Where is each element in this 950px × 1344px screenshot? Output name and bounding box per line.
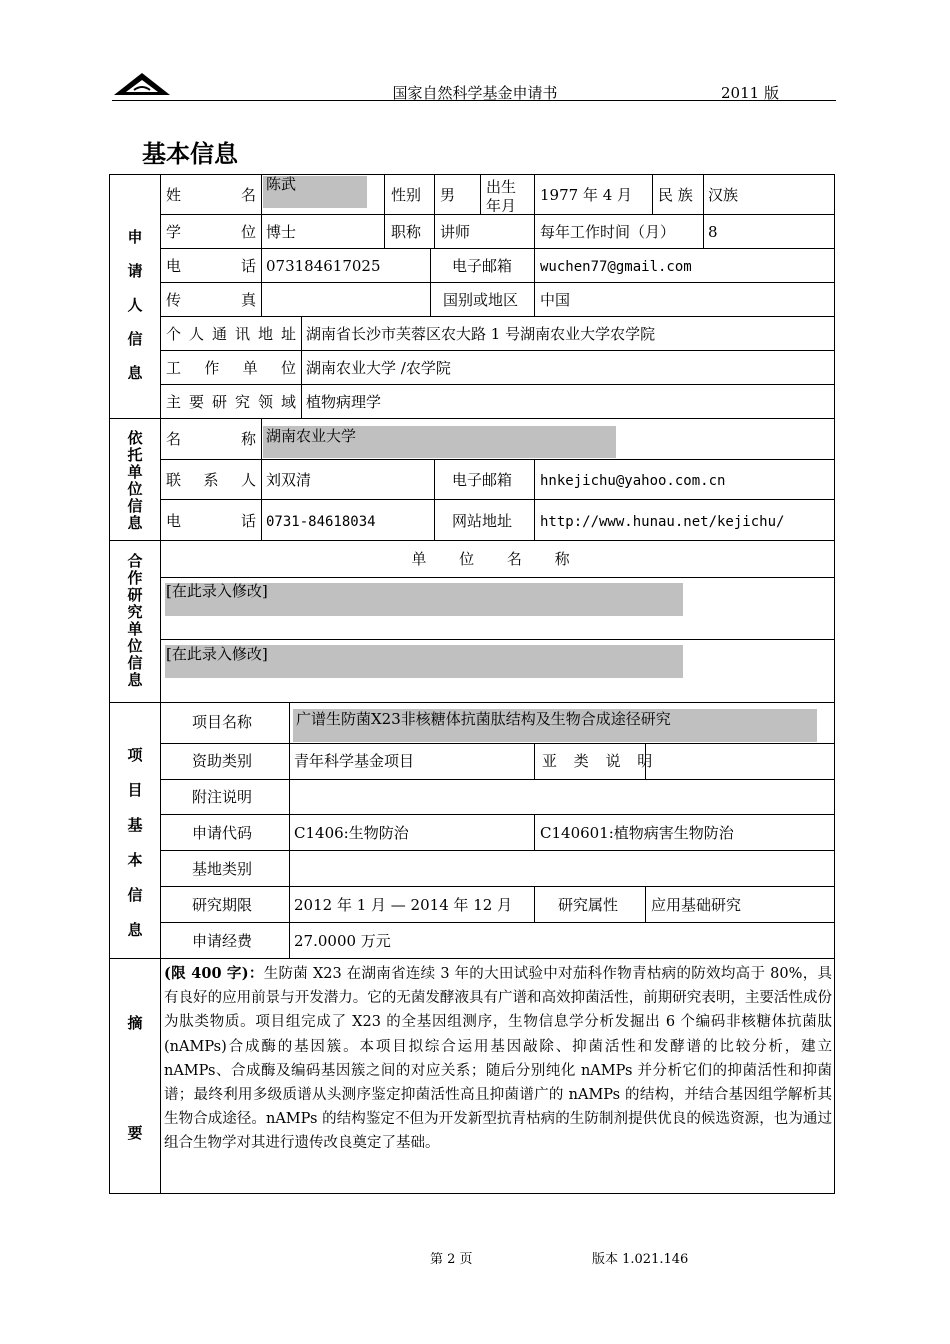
cooperation-header: 单 位 名 称 [411, 550, 584, 568]
divider [160, 814, 835, 815]
period-value[interactable]: 2012 年 1 月 — 2014 年 12 月 [294, 896, 513, 914]
abstract-text: 生防菌 X23 在湖南省连续 3 年的大田试验中对茄科作物青枯病的防效均高于 80%，具有良好的应用前景与开发潜力。它的无菌发酵液具有广谱和高效抑菌活性，前期研究表明，主要活性成份为肽类物质。项目组完成了 X23 的全基因组测序，生物信息学分析发掘出 6 个编码非核糖体抗菌肽(nAMPs)合成酶的基因簇。本项目拟综合运用基因敲除、抑菌活性和发酵谱的比较分析，建立 nAMPs、合成酶及编码基因簇之间的对应关系；随后分别纯化 nAMPs 并分析它们的抑菌活性和抑菌谱；最终利用多级质谱从头测序鉴定抑菌活性高且抑菌谱广的 nAMPs 的结构，并结合基因组学解析其生物合成途径。nAMPs 的结构鉴定不但为开发新型抗青枯病的生防制剂提供优良的候选资源，也为通过组合生物学对其进行遗传改良奠定了基础。 [164, 966, 832, 1152]
divider [430, 248, 431, 316]
address-label: 个人通讯地址 [166, 325, 296, 343]
note-label: 附注说明 [192, 788, 253, 806]
footer-page: 第 2 页 [430, 1252, 473, 1267]
title-label: 职称 [391, 223, 422, 241]
header-version: 2011 版 [721, 84, 779, 102]
applicant-section-label: 申 请 人 信 息 [127, 228, 143, 382]
divider [160, 922, 835, 923]
divider [109, 540, 835, 541]
host-name-value[interactable]: 湖南农业大学 [266, 427, 357, 445]
host-phone-value[interactable]: 0731-84618034 [266, 514, 376, 530]
funding-value[interactable]: 青年科学基金项目 [294, 752, 415, 770]
website-value[interactable]: http://www.hunau.net/kejichu/ [540, 514, 785, 530]
ethnicity-label: 民 族 [658, 186, 693, 204]
divider [534, 886, 535, 922]
fax-label: 传真 [166, 291, 256, 309]
country-value[interactable]: 中国 [540, 291, 571, 309]
attribute-value[interactable]: 应用基础研究 [651, 896, 742, 914]
divider [534, 459, 535, 540]
name-label: 姓名 [166, 186, 256, 204]
footer-version: 版本 1.021.146 [592, 1252, 689, 1267]
host-phone-label: 电话 [166, 512, 256, 530]
divider [160, 779, 835, 780]
country-label: 国别或地区 [443, 291, 519, 309]
budget-value[interactable]: 27.0000 万元 [294, 932, 391, 950]
birth-label: 出生年月 [486, 178, 517, 212]
divider [109, 958, 835, 959]
employer-value[interactable]: 湖南农业大学 /农学院 [306, 359, 451, 377]
contact-label: 联系人 [166, 471, 256, 489]
phone-label: 电话 [166, 257, 256, 275]
work-time-value[interactable]: 8 [708, 223, 718, 241]
gender-value[interactable]: 男 [440, 186, 456, 204]
abstract-body[interactable] [164, 962, 832, 1156]
header-title: 国家自然科学基金申请书 [392, 84, 558, 102]
nsfc-logo [112, 68, 172, 98]
contact-value[interactable]: 刘双清 [266, 471, 312, 489]
divider [301, 316, 302, 418]
abstract-limit: (限 400 字)： [164, 965, 264, 982]
cooperation-section-label: 合 作 研 究 单 位 信 息 [127, 552, 143, 689]
divider [261, 174, 262, 316]
code-primary[interactable]: C1406:生物防治 [294, 824, 409, 842]
divider [261, 418, 262, 540]
divider [160, 384, 835, 385]
abstract-label-bottom: 要 [127, 1124, 143, 1142]
divider [534, 174, 535, 316]
host-email-value[interactable]: hnkejichu@yahoo.com.cn [540, 473, 726, 489]
degree-value[interactable]: 博士 [266, 223, 297, 241]
address-value[interactable]: 湖南省长沙市芙蓉区农大路 1 号湖南农业大学农学院 [306, 325, 656, 343]
project-section-label: 项 目 基 本 信 息 [127, 746, 143, 939]
attribute-label: 研究属性 [558, 896, 619, 914]
host-email-label: 电子邮箱 [452, 471, 513, 489]
project-name-value[interactable]: 广谱生防菌X23非核糖体抗菌肽结构及生物合成途径研究 [296, 710, 671, 728]
cooperation-row-2[interactable]: [在此录入修改] [166, 645, 268, 663]
host-name-label: 名称 [166, 430, 256, 448]
divider [645, 886, 646, 922]
section-title: 基本信息 [142, 140, 238, 168]
ethnicity-value[interactable]: 汉族 [708, 186, 739, 204]
divider [434, 459, 435, 540]
gender-label: 性别 [391, 186, 422, 204]
divider [160, 174, 161, 1194]
cooperation-row-1[interactable]: [在此录入修改] [166, 582, 268, 600]
divider [534, 814, 535, 850]
divider [160, 743, 835, 744]
funding-label: 资助类别 [192, 752, 253, 770]
phone-value[interactable]: 073184617025 [266, 257, 381, 275]
divider [160, 577, 835, 578]
host-section-label: 依 托 单 位 信 息 [127, 429, 143, 532]
divider [434, 174, 435, 248]
period-label: 研究期限 [192, 896, 253, 914]
divider [160, 850, 835, 851]
divider [160, 886, 835, 887]
birth-value[interactable]: 1977 年 4 月 [540, 186, 633, 204]
base-label: 基地类别 [192, 860, 253, 878]
field-value[interactable]: 植物病理学 [306, 393, 382, 411]
divider [109, 702, 835, 703]
divider [534, 743, 535, 779]
subcategory-label: 亚 类 说 明 [542, 752, 659, 770]
divider [160, 350, 835, 351]
divider [384, 174, 385, 248]
divider [703, 174, 704, 248]
divider [480, 174, 481, 214]
divider [289, 702, 290, 958]
email-label: 电子邮箱 [452, 257, 513, 275]
code-secondary[interactable]: C140601:植物病害生物防治 [540, 824, 734, 842]
email-value[interactable]: wuchen77@gmail.com [540, 259, 692, 275]
header-rule [112, 100, 836, 101]
divider [652, 174, 653, 214]
budget-label: 申请经费 [192, 932, 253, 950]
field-label: 主要研究领域 [166, 393, 296, 411]
abstract-label-top: 摘 [127, 1014, 143, 1032]
divider [109, 418, 835, 419]
employer-label: 工作单位 [166, 359, 296, 377]
applicant-name[interactable]: 陈武 [266, 175, 297, 193]
code-label: 申请代码 [192, 824, 253, 842]
work-time-label: 每年工作时间（月） [540, 223, 676, 241]
title-value[interactable]: 讲师 [440, 223, 471, 241]
degree-label: 学位 [166, 223, 256, 241]
website-label: 网站地址 [452, 512, 513, 530]
project-name-label: 项目名称 [192, 713, 253, 731]
divider [160, 316, 835, 317]
divider [160, 639, 835, 640]
